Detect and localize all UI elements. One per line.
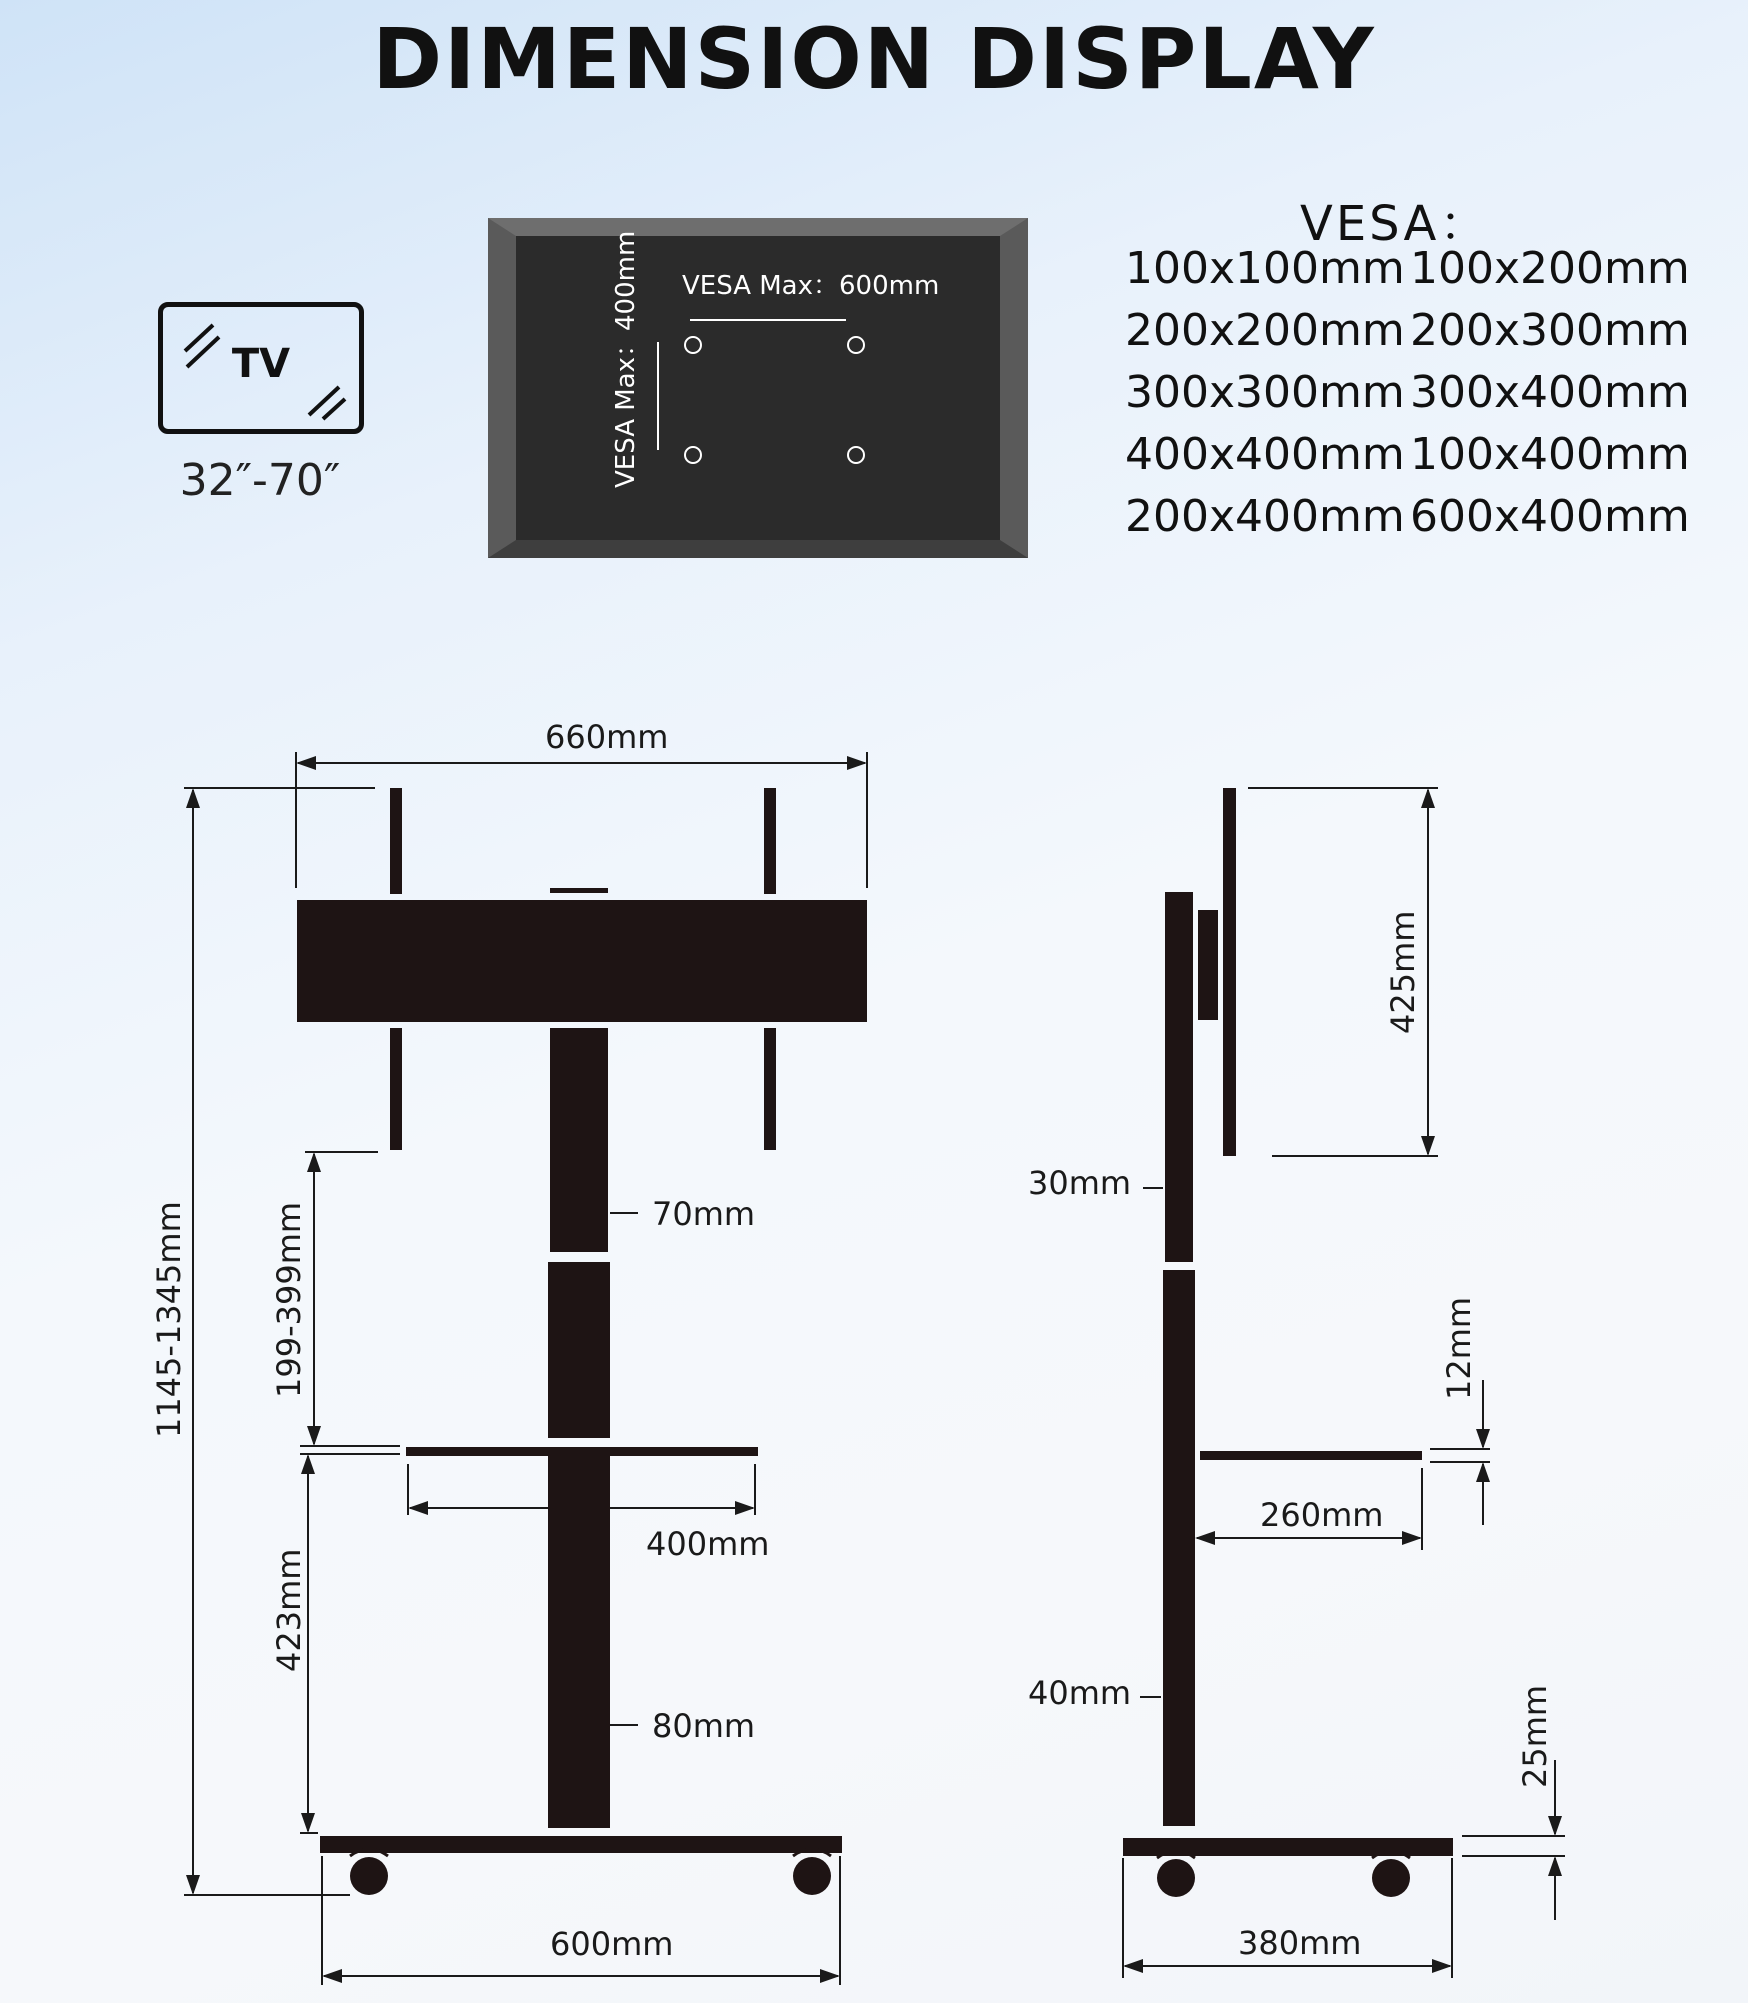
vesa-size: 200x400mm <box>1125 491 1405 542</box>
side-lower-pole-label: 40mm <box>1028 1674 1132 1712</box>
side-view <box>1028 788 1565 1978</box>
vesa-size: 100x400mm <box>1410 429 1690 480</box>
vesa-heading: VESA： <box>1300 196 1491 252</box>
vesa-panel <box>488 218 1028 558</box>
base-width-label: 600mm <box>550 1925 674 1963</box>
tv-label: TV <box>231 341 291 387</box>
vesa-size: 100x100mm <box>1125 243 1405 294</box>
shelf-thickness-label: 12mm <box>1440 1296 1478 1400</box>
total-height-label: 1145-1345mm <box>150 1201 188 1438</box>
lower-pole-label: 80mm <box>652 1707 756 1745</box>
vesa-size: 400x400mm <box>1125 429 1405 480</box>
shelf-to-base-label: 423mm <box>270 1548 308 1672</box>
page-title: DIMENSION DISPLAY <box>372 10 1376 108</box>
shelf-depth-label: 260mm <box>1260 1496 1384 1534</box>
base-depth-label: 380mm <box>1238 1924 1362 1962</box>
tv-size-range: 32″-70″ <box>179 455 341 506</box>
vesa-max-vertical-label: VESA Max：400mm <box>611 230 641 488</box>
front-width-label: 660mm <box>545 718 669 756</box>
vesa-size: 600x400mm <box>1410 491 1690 542</box>
shelf-width-label: 400mm <box>646 1525 770 1563</box>
upper-pole-label: 70mm <box>652 1195 756 1233</box>
vesa-size: 300x300mm <box>1125 367 1405 418</box>
front-view <box>150 718 867 1985</box>
vesa-size: 200x200mm <box>1125 305 1405 356</box>
vesa-size: 300x400mm <box>1410 367 1690 418</box>
base-thickness-label: 25mm <box>1516 1684 1554 1788</box>
bracket-height-label: 425mm <box>1384 910 1422 1034</box>
vesa-size: 100x200mm <box>1410 243 1690 294</box>
vesa-max-horizontal-label: VESA Max：600mm <box>682 271 940 301</box>
mount-to-shelf-label: 199-399mm <box>270 1201 308 1398</box>
vesa-size: 200x300mm <box>1410 305 1690 356</box>
side-upper-pole-label: 30mm <box>1028 1164 1132 1202</box>
